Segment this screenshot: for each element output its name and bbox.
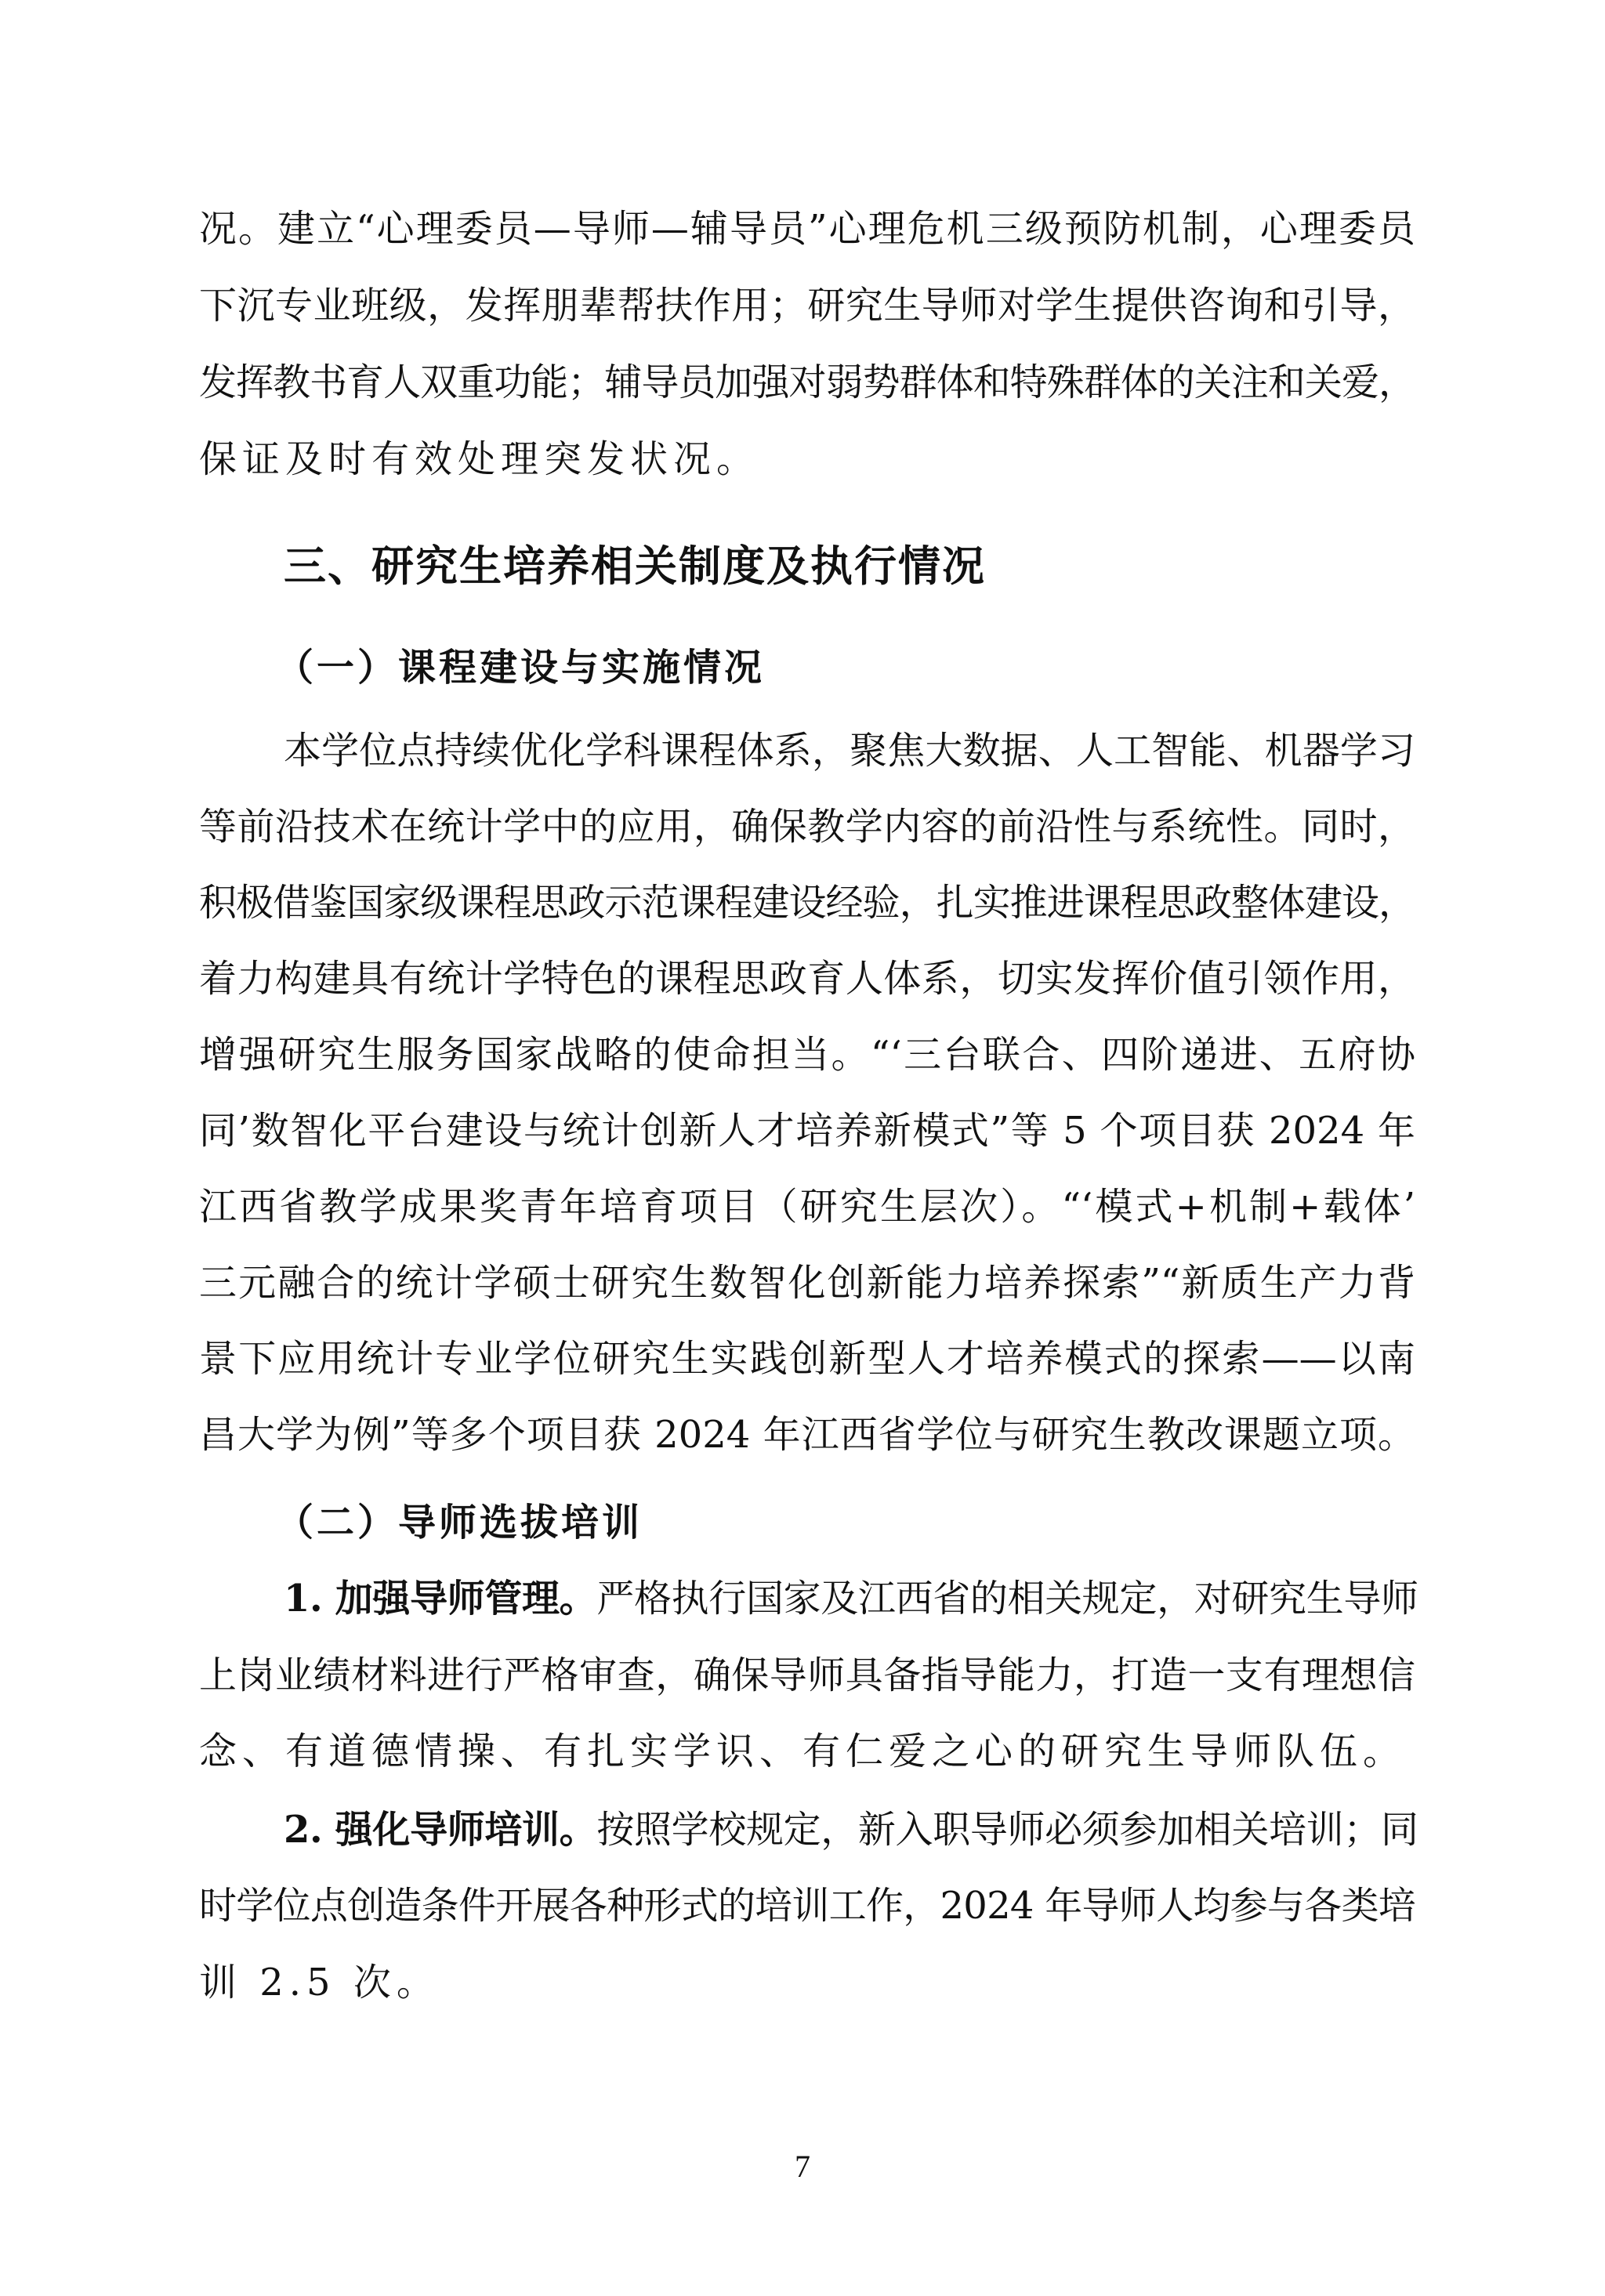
paragraph-line: 时学位点创造条件开展各种形式的培训工作，2024 年导师人均参与各类培 <box>199 1884 1415 1928</box>
paragraph-line: 念、有道德情操、有扎实学识、有仁爱之心的研究生导师队伍。 <box>199 1729 1407 1773</box>
paragraph-line: 保证及时有效处理突发状况。 <box>199 437 760 481</box>
item-lead: 2. 强化导师培训。 <box>284 1808 597 1852</box>
paragraph-line: 同’数智化平台建设与统计创新人才培养新模式”等 5 个项目获 2024 年 <box>199 1109 1415 1153</box>
paragraph-line: 昌大学为例”等多个项目获 2024 年江西省学位与研究生教改课题立项。 <box>199 1413 1415 1457</box>
paragraph-line: 等前沿技术在统计学中的应用，确保教学内容的前沿性与系统性。同时， <box>199 805 1415 849</box>
paragraph-line: 景下应用统计专业学位研究生实践创新型人才培养模式的探索——以南 <box>199 1337 1415 1381</box>
paragraph-line <box>284 1575 1418 1622</box>
paragraph-line: 着力构建具有统计学特色的课程思政育人体系，切实发挥价值引领作用， <box>199 957 1415 1001</box>
item-lead: 1. 加强导师管理。 <box>284 1577 597 1621</box>
paragraph-line: 积极借鉴国家级课程思政示范课程建设经验，扎实推进课程思政整体建设， <box>199 881 1415 925</box>
paragraph-line: 增强研究生服务国家战略的使命担当。“‘三台联合、四阶递进、五府协 <box>199 1033 1415 1077</box>
paragraph-line: 发挥教书育人双重功能；辅导员加强对弱势群体和特殊群体的关注和关爱， <box>199 360 1415 404</box>
paragraph-line: 上岗业绩材料进行严格审查，确保导师具备指导能力，打造一支有理想信 <box>199 1653 1415 1697</box>
item-text: 按照学校规定，新入职导师必须参加相关培训；同 <box>596 1808 1418 1852</box>
paragraph-line: 三元融合的统计学硕士研究生数智化创新能力培养探索”“新质生产力背 <box>199 1261 1415 1305</box>
subsection-heading-advisor: （二）导师选拔培训 <box>276 1501 643 1545</box>
subsection-heading-course: （一）课程建设与实施情况 <box>276 646 766 690</box>
paragraph-line <box>284 1806 1418 1853</box>
paragraph-line: 本学位点持续优化学科课程体系，聚焦大数据、人工智能、机器学习 <box>284 729 1415 773</box>
paragraph-line: 况。建立“心理委员—导师—辅导员”心理危机三级预防机制，心理委员 <box>199 207 1415 251</box>
item-text: 严格执行国家及江西省的相关规定，对研究生导师 <box>596 1577 1418 1621</box>
page-number: 7 <box>795 2149 810 2184</box>
paragraph-line: 训 2.5 次。 <box>199 1961 440 2004</box>
section-heading: 三、研究生培养相关制度及执行情况 <box>284 541 986 591</box>
paragraph-line: 下沉专业班级，发挥朋辈帮扶作用；研究生导师对学生提供咨询和引导， <box>199 284 1415 328</box>
paragraph-line: 江西省教学成果奖青年培育项目（研究生层次）。“‘模式+机制+载体’ <box>199 1185 1415 1229</box>
